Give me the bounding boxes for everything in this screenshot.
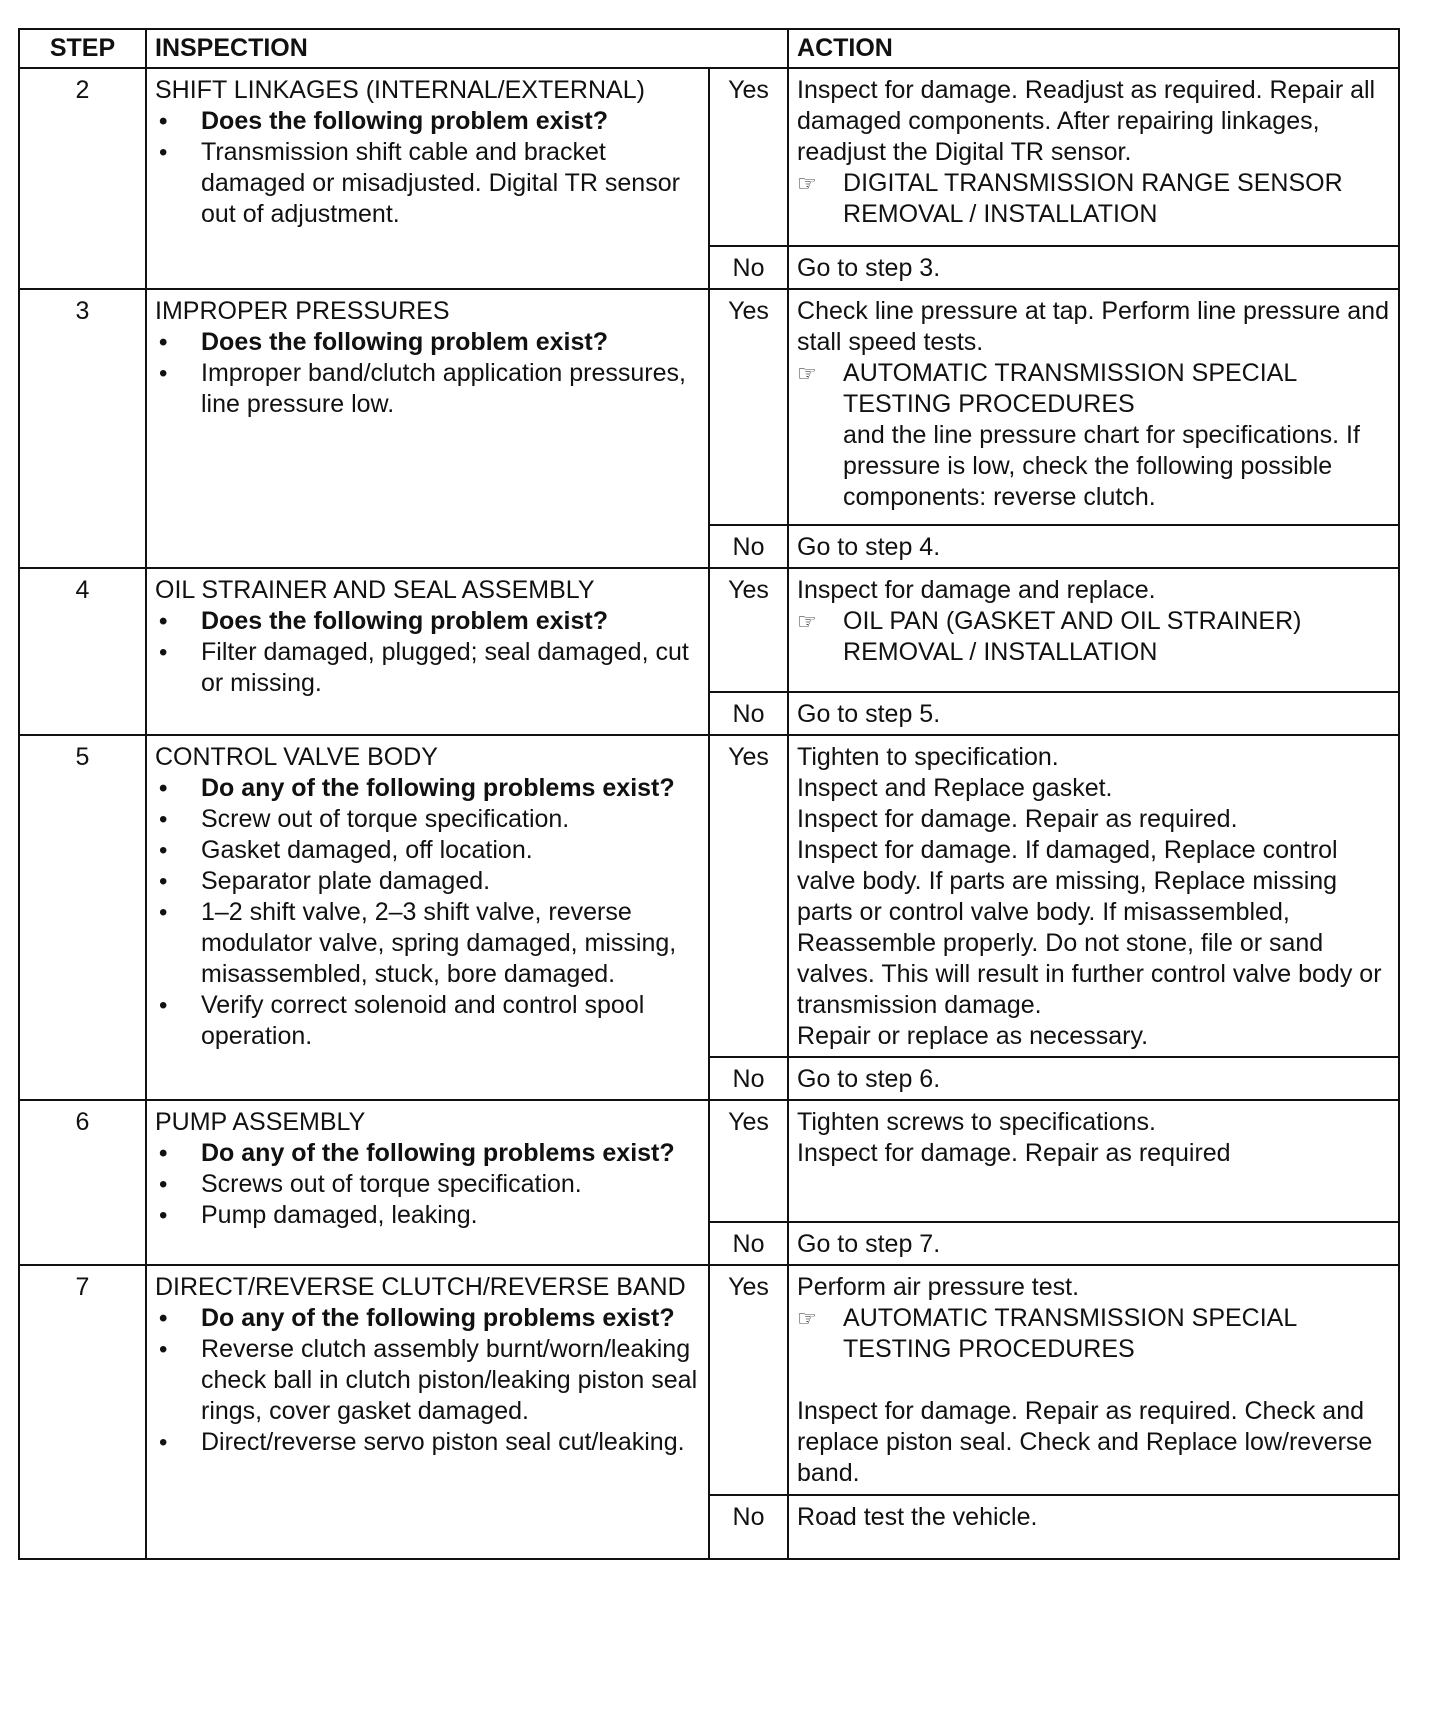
yes-action-cell	[788, 289, 1399, 525]
inspection-item: • Verify correct solenoid and control spool operation.	[155, 990, 700, 1052]
yes-action-cell	[788, 735, 1399, 1057]
inspection-item: • 1–2 shift valve, 2–3 shift valve, reverse modulator valve, spring damaged, missing, misassembled, stuck, bore damaged.	[155, 897, 700, 990]
inspection-title: SHIFT LINKAGES (INTERNAL/EXTERNAL)	[155, 76, 645, 104]
inspection-question: • Does the following problem exist?	[155, 606, 700, 637]
yes-label: Yes	[709, 1100, 788, 1222]
yes-action-cell	[788, 1100, 1399, 1222]
header-action: ACTION	[788, 29, 1399, 68]
inspection-item: • Separator plate damaged.	[155, 866, 700, 897]
yes-action-cell	[788, 1265, 1399, 1495]
action-text: Inspect for damage. Repair as required.	[797, 805, 1238, 833]
action-text: Inspect for damage. Readjust as required. Repair all damaged components. After repairing linkages, readjust the Digital TR sensor.	[797, 76, 1376, 166]
troubleshooting-table	[18, 28, 1400, 1560]
inspection-list	[155, 1303, 700, 1458]
procedure-reference	[797, 168, 1390, 230]
inspection-cell	[146, 1100, 709, 1265]
procedure-reference-text: AUTOMATIC TRANSMISSION SPECIAL TESTING PROCEDURES	[843, 1304, 1297, 1363]
inspection-cell	[146, 289, 709, 568]
inspection-question: • Do any of the following problems exist?	[155, 1303, 700, 1334]
yes-action-cell	[788, 568, 1399, 692]
procedure-reference-text: DIGITAL TRANSMISSION RANGE SENSOR REMOVAL / INSTALLATION	[843, 169, 1343, 228]
yes-label: Yes	[709, 68, 788, 246]
inspection-item: • Gasket damaged, off location.	[155, 835, 700, 866]
action-text: Repair or replace as necessary.	[797, 1022, 1149, 1050]
inspection-cell	[146, 568, 709, 735]
header-step: STEP	[19, 29, 146, 68]
inspection-title: OIL STRAINER AND SEAL ASSEMBLY	[155, 576, 595, 604]
step-number: 6	[19, 1100, 146, 1265]
no-action: Go to step 5.	[788, 692, 1399, 735]
no-label: No	[709, 1057, 788, 1100]
action-text: Inspect for damage. If damaged, Replace control valve body. If parts are missing, Replace missing parts or control valve body. If misassembled, Reassemble properly. Do not stone, file or sand valves. This will result in further control valve body or transmission damage.	[797, 836, 1382, 1019]
yes-label: Yes	[709, 735, 788, 1057]
inspection-item: • Direct/reverse servo piston seal cut/leaking.	[155, 1427, 700, 1458]
no-action: Road test the vehicle.	[788, 1495, 1399, 1559]
action-subtext: and the line pressure chart for specifications. If pressure is low, check the following possible components: reverse clutch.	[843, 421, 1360, 511]
pointing-hand-icon: ☞	[797, 609, 817, 634]
inspection-list	[155, 327, 700, 420]
action-text: Perform air pressure test.	[797, 1273, 1080, 1301]
header-row	[19, 29, 1399, 68]
pointing-hand-icon: ☞	[797, 171, 817, 196]
no-action: Go to step 3.	[788, 246, 1399, 289]
step-number: 2	[19, 68, 146, 289]
table-row	[19, 68, 1399, 246]
inspection-list	[155, 773, 700, 1052]
inspection-item: • Improper band/clutch application pressures, line pressure low.	[155, 358, 700, 420]
inspection-cell	[146, 735, 709, 1100]
action-text: Inspect for damage. Repair as required	[797, 1139, 1231, 1167]
procedure-reference-text: AUTOMATIC TRANSMISSION SPECIAL TESTING PROCEDURES	[843, 359, 1297, 418]
step-number: 4	[19, 568, 146, 735]
inspection-question: • Do any of the following problems exist?	[155, 773, 700, 804]
no-label: No	[709, 246, 788, 289]
table-row	[19, 1100, 1399, 1222]
procedure-reference	[797, 1303, 1390, 1365]
inspection-title: IMPROPER PRESSURES	[155, 297, 450, 325]
step-number: 5	[19, 735, 146, 1100]
action-text: Tighten screws to specifications.	[797, 1108, 1156, 1136]
inspection-item: • Screws out of torque specification.	[155, 1169, 700, 1200]
action-text: Check line pressure at tap. Perform line pressure and stall speed tests.	[797, 297, 1389, 356]
no-action: Go to step 4.	[788, 525, 1399, 568]
action-text: Inspect and Replace gasket.	[797, 774, 1113, 802]
yes-label: Yes	[709, 1265, 788, 1495]
table-body	[19, 68, 1399, 1559]
inspection-title: PUMP ASSEMBLY	[155, 1108, 366, 1136]
yes-label: Yes	[709, 289, 788, 525]
no-label: No	[709, 1222, 788, 1265]
inspection-title: CONTROL VALVE BODY	[155, 743, 438, 771]
no-label: No	[709, 525, 788, 568]
action-text: Tighten to specification.	[797, 743, 1059, 771]
yes-label: Yes	[709, 568, 788, 692]
inspection-cell	[146, 1265, 709, 1559]
no-label: No	[709, 1495, 788, 1559]
table-row	[19, 735, 1399, 1057]
inspection-question: • Does the following problem exist?	[155, 327, 700, 358]
inspection-question: • Does the following problem exist?	[155, 106, 700, 137]
inspection-list	[155, 606, 700, 699]
no-label: No	[709, 692, 788, 735]
no-action: Go to step 6.	[788, 1057, 1399, 1100]
pointing-hand-icon: ☞	[797, 361, 817, 386]
action-text: Inspect for damage. Repair as required. Check and replace piston seal. Check and Replace low/reverse band.	[797, 1397, 1373, 1487]
inspection-item: • Screw out of torque specification.	[155, 804, 700, 835]
inspection-item: • Reverse clutch assembly burnt/worn/leaking check ball in clutch piston/leaking piston seal rings, cover gasket damaged.	[155, 1334, 700, 1427]
procedure-reference-text: OIL PAN (GASKET AND OIL STRAINER) REMOVAL / INSTALLATION	[843, 607, 1302, 666]
inspection-cell	[146, 68, 709, 289]
inspection-item: • Filter damaged, plugged; seal damaged, cut or missing.	[155, 637, 700, 699]
header-inspection: INSPECTION	[146, 29, 788, 68]
procedure-reference	[797, 358, 1390, 420]
inspection-title: DIRECT/REVERSE CLUTCH/REVERSE BAND	[155, 1273, 686, 1301]
inspection-list	[155, 1138, 700, 1231]
table-row	[19, 289, 1399, 525]
inspection-list	[155, 106, 700, 230]
procedure-reference	[797, 606, 1390, 668]
step-number: 3	[19, 289, 146, 568]
inspection-question: • Do any of the following problems exist?	[155, 1138, 700, 1169]
inspection-item: • Pump damaged, leaking.	[155, 1200, 700, 1231]
spacer	[797, 1365, 1390, 1396]
pointing-hand-icon: ☞	[797, 1306, 817, 1331]
table-row	[19, 1265, 1399, 1495]
troubleshooting-table-document	[18, 28, 1398, 1560]
yes-action-cell	[788, 68, 1399, 246]
step-number: 7	[19, 1265, 146, 1559]
action-text: Inspect for damage and replace.	[797, 576, 1156, 604]
inspection-item: • Transmission shift cable and bracket damaged or misadjusted. Digital TR sensor out of adjustment.	[155, 137, 700, 230]
table-row	[19, 568, 1399, 692]
no-action: Go to step 7.	[788, 1222, 1399, 1265]
